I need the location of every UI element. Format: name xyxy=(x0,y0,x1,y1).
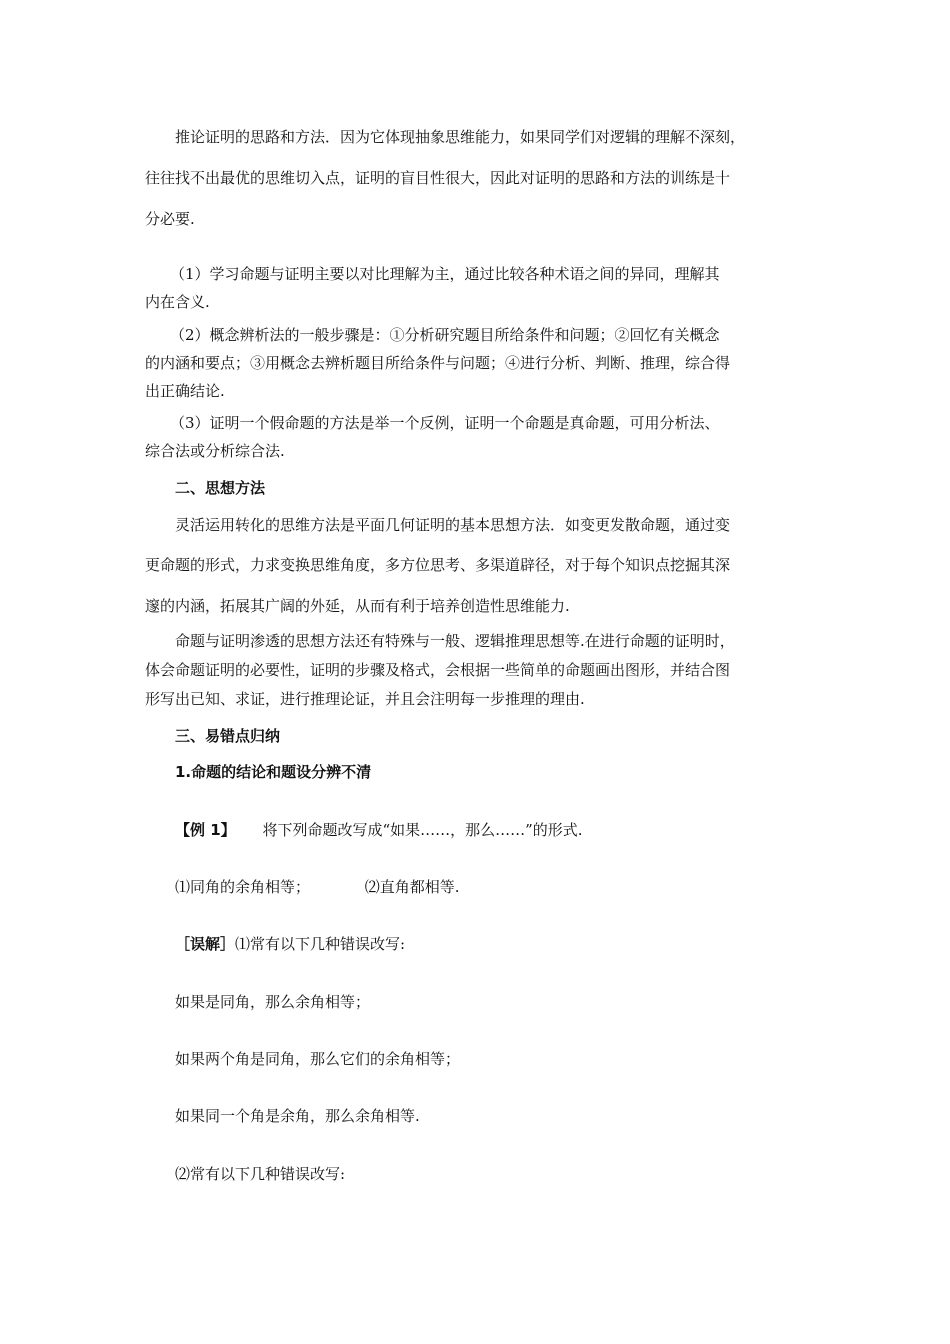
wrong-text: ⑴常有以下几种错误改写: xyxy=(235,935,406,953)
section-2-line-1: 灵活运用转化的思维方法是平面几何证明的基本思想方法．如变更发散命题，通过变 xyxy=(175,516,731,534)
example-label: 【例 1】 xyxy=(175,821,236,839)
section-2-heading: 二、思想方法 xyxy=(175,479,266,497)
point-3-line-1: （3）证明一个假命题的方法是举一个反例，证明一个命题是真命题，可用分析法、 xyxy=(170,414,720,432)
point-3-line-2: 综合法或分析综合法. xyxy=(145,442,285,460)
example-items xyxy=(175,877,460,897)
section-2-line-2: 更命题的形式，力求变换思维角度，多方位思考、多渠道辟径，对于每个知识点挖掘其深 xyxy=(145,556,731,574)
section-2-line-3: 邃的内涵，拓展其广阔的外延，从而有利于培养创造性思维能力. xyxy=(145,597,570,615)
section-3-heading: 三、易错点归纳 xyxy=(175,727,281,745)
wrong-answer-2: 如果两个角是同角，那么它们的余角相等； xyxy=(175,1050,461,1068)
example-1 xyxy=(175,820,583,840)
wrong-answer-4: ⑵常有以下几种错误改写: xyxy=(175,1165,346,1183)
subsection-1-heading: 1.命题的结论和题设分辨不清 xyxy=(175,763,372,781)
wrong-answer-1: 如果是同角，那么余角相等； xyxy=(175,993,371,1011)
section-2-line-4: 命题与证明渗透的思想方法还有特殊与一般、逻辑推理思想等.在进行命题的证明时， xyxy=(175,632,735,650)
wrong-label: ［误解］ xyxy=(175,935,236,953)
point-2-line-1: （2）概念辨析法的一般步骤是：①分析研究题目所给条件和问题；②回忆有关概念 xyxy=(170,326,720,344)
point-1-line-2: 内在含义. xyxy=(145,293,210,311)
section-2-line-6: 形写出已知、求证，进行推理论证，并且会注明每一步推理的理由. xyxy=(145,690,585,708)
intro-line-2: 往往找不出最优的思维切入点，证明的盲目性很大，因此对证明的思路和方法的训练是十 xyxy=(145,169,731,187)
point-2-line-3: 出正确结论. xyxy=(145,382,225,400)
example-item-1: ⑴同角的余角相等； xyxy=(175,878,311,896)
example-item-2: ⑵直角都相等. xyxy=(364,878,460,896)
example-text: 将下列命题改写成“如果……，那么……”的形式. xyxy=(262,821,583,839)
wrong-answer-intro xyxy=(175,934,405,954)
intro-line-1: 推论证明的思路和方法．因为它体现抽象思维能力，如果同学们对逻辑的理解不深刻， xyxy=(175,128,746,146)
point-1-line-1: （1）学习命题与证明主要以对比理解为主，通过比较各种术语之间的异同，理解其 xyxy=(170,265,720,283)
point-2-line-2: 的内涵和要点；③用概念去辨析题目所给条件与问题；④进行分析、判断、推理，综合得 xyxy=(145,354,731,372)
section-2-line-5: 体会命题证明的必要性，证明的步骤及格式，会根据一些简单的命题画出图形，并结合图 xyxy=(145,661,731,679)
intro-line-3: 分必要. xyxy=(145,210,195,228)
wrong-answer-3: 如果同一个角是余角，那么余角相等. xyxy=(175,1107,420,1125)
